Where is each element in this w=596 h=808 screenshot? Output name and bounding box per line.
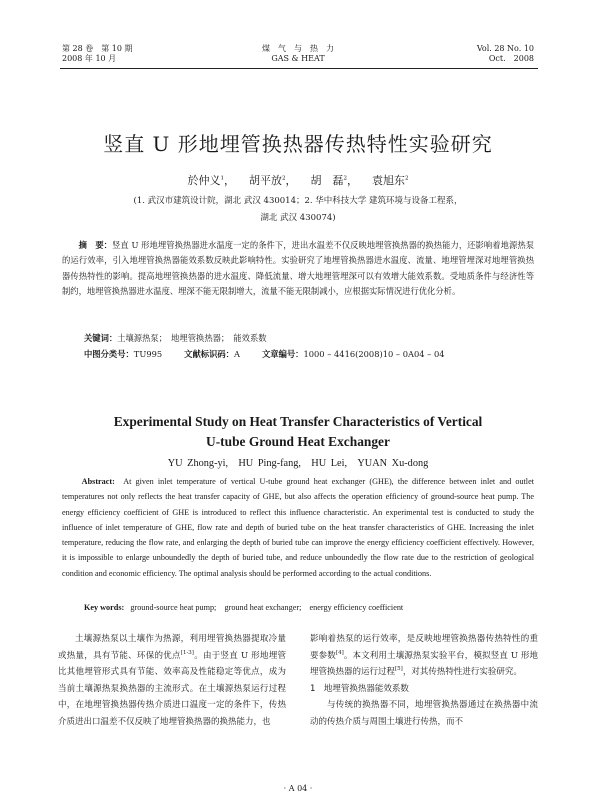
keywords-en-label: Key words: xyxy=(84,603,125,612)
body-column-right xyxy=(310,631,538,730)
journal-name-cn: 煤 气 与 热 力 xyxy=(262,44,334,53)
body-paragraph: 影响着热泵的运行效率，是反映地埋管换热器传热特性的重要参数[4]。本文利用土壤源热泵实验平台，模拟竖直 U 形地埋管换热器的运行过程[5]，对其传热特性进行实验研究。 xyxy=(310,634,538,677)
volume-issue: 第 28 卷 第 10 期 xyxy=(62,44,133,53)
clc-label: 中图分类号： xyxy=(84,349,134,359)
keywords-en-text: ground-source heat pump; ground heat exchanger; energy efficiency coefficient xyxy=(130,603,404,612)
publication-date: 2008 年 10 月 xyxy=(62,54,117,63)
author-1: 於仲义 xyxy=(187,174,221,187)
classification-cn xyxy=(84,348,445,360)
affiliation-line-1: (1. 武汉市建筑设计院，湖北 武汉 430014；2. 华中科技大学 建筑环境与设备工程系， xyxy=(133,196,463,206)
author-2: 胡平放 xyxy=(249,174,282,187)
section-heading: 1 地埋管换热器能效系数 xyxy=(310,683,409,694)
authors-en: YU Zhong-yi, HU Ping-fang, HU Lei, YUAN Xu-dong xyxy=(167,458,429,469)
journal-volume-info-en xyxy=(477,44,534,64)
abstract-en xyxy=(62,474,534,581)
page-number: · A 04 · xyxy=(283,784,313,793)
abstract-en-text: At given inlet temperature of vertical U-tube ground heat exchanger (GHE), the difference between inlet and outlet temperatures not only reflects the heat transfer capacity of GHE, but also affects the operation efficiency of ground-source heat pump. The energy efficiency coefficient of GHE is introduced to reflect this influence characteristic. An experimental test is conducted to study the influence of inlet temperature of GHE, flow rate and depth of buried tube on the heat transfer characteristics of GHE. Increasing the inlet temperature, reducing the flow rate, and enlarging the depth of buried tube can improve the energy efficiency coefficient effectively. However, it is impossible to enlarge unboundedly the depth of buried tube, and reduce unboundedly the flow rate due to the restriction of geological condition and economic efficiency. The optimal analysis should be performed according to the actual conditions. xyxy=(62,477,534,578)
abstract-cn-text: 竖直 U 形地埋管换热器进水温度一定的条件下，进出水温差不仅反映地埋管换热器的换热能力，还影响着地源热泵的运行效率，引入地埋管换热器能效系数反映此影响特性。实验研究了地埋管换热器进水温度、流量、地埋管埋深对地埋管换热器传热特性的影响。提高地埋管换热器的进水温度、降低流量、增大地埋管埋深可以有效增大能效系数。受地质条件与经济性等制约，地埋管换热器进水温度、埋深不能无限制增大，流量不能无限制减小，应根据实际情况进行优化分析。 xyxy=(62,240,534,297)
affiliation-cn xyxy=(80,193,516,227)
clc-value: TU995 xyxy=(133,349,163,359)
article-number-value: 1000 – 4416(2008)10 – 0A04 – 04 xyxy=(303,349,445,359)
keywords-en xyxy=(84,602,403,613)
citation: [1-3] xyxy=(180,649,194,656)
title-en-line-2: U-tube Ground Heat Exchanger xyxy=(206,434,390,449)
doc-code-value: A xyxy=(233,349,240,359)
author-4: 袁旭东 xyxy=(372,174,405,187)
doc-code-label: 文献标识码： xyxy=(184,349,234,359)
author-3: 胡 磊 xyxy=(310,174,344,187)
keywords-cn-text: 土壤源热泵； 地埋管换热器； 能效系数 xyxy=(117,333,267,343)
citation: [4] xyxy=(335,649,344,656)
title-en xyxy=(0,412,596,452)
abstract-cn-label: 摘 要： xyxy=(78,240,113,250)
title-cn: 竖直 U 形地埋管换热器传热特性实验研究 xyxy=(103,132,493,156)
body-column-left xyxy=(58,631,286,730)
volume-issue-en: Vol. 28 No. 10 xyxy=(476,44,534,53)
abstract-cn xyxy=(62,238,534,300)
authors-cn: 於仲义$^1$， 胡平放$^2$， 胡 磊$^2$， 袁旭东$^2$ xyxy=(187,174,409,187)
abstract-en-label: Abstract: xyxy=(81,477,115,486)
body-paragraph: 土壤源热泵以土壤作为热源，利用埋管换热器提取冷量或热量，具有节能、环保的优点[1-3]。由于竖直 U 形地埋管比其他埋管形式具有节能、效率高及性能稳定等优点，成为当前土壤源热泵换热器的主流形式。在土壤源热泵运行过程中，在地埋管换热器传热介质进口温度一定的条件下，传热介质进出口温差不仅反映了地埋管换热器的换热能力，也 xyxy=(58,634,286,727)
publication-date-en: Oct. 2008 xyxy=(488,54,534,63)
body-paragraph: 与传统的换热器不同，地埋管换热器通过在换热器中流动的传热介质与周围土壤进行传热，而不 xyxy=(310,700,538,727)
keywords-cn-label: 关键词： xyxy=(84,333,118,343)
article-number-label: 文章编号： xyxy=(261,349,304,359)
affiliation-line-2: 湖北 武汉 430074) xyxy=(260,213,336,223)
title-en-line-1: Experimental Study on Heat Transfer Characteristics of Vertical xyxy=(113,414,483,429)
header-rule xyxy=(60,68,538,69)
keywords-cn xyxy=(84,332,267,344)
journal-name-en: GAS & HEAT xyxy=(271,54,325,63)
citation: [5] xyxy=(395,666,403,673)
